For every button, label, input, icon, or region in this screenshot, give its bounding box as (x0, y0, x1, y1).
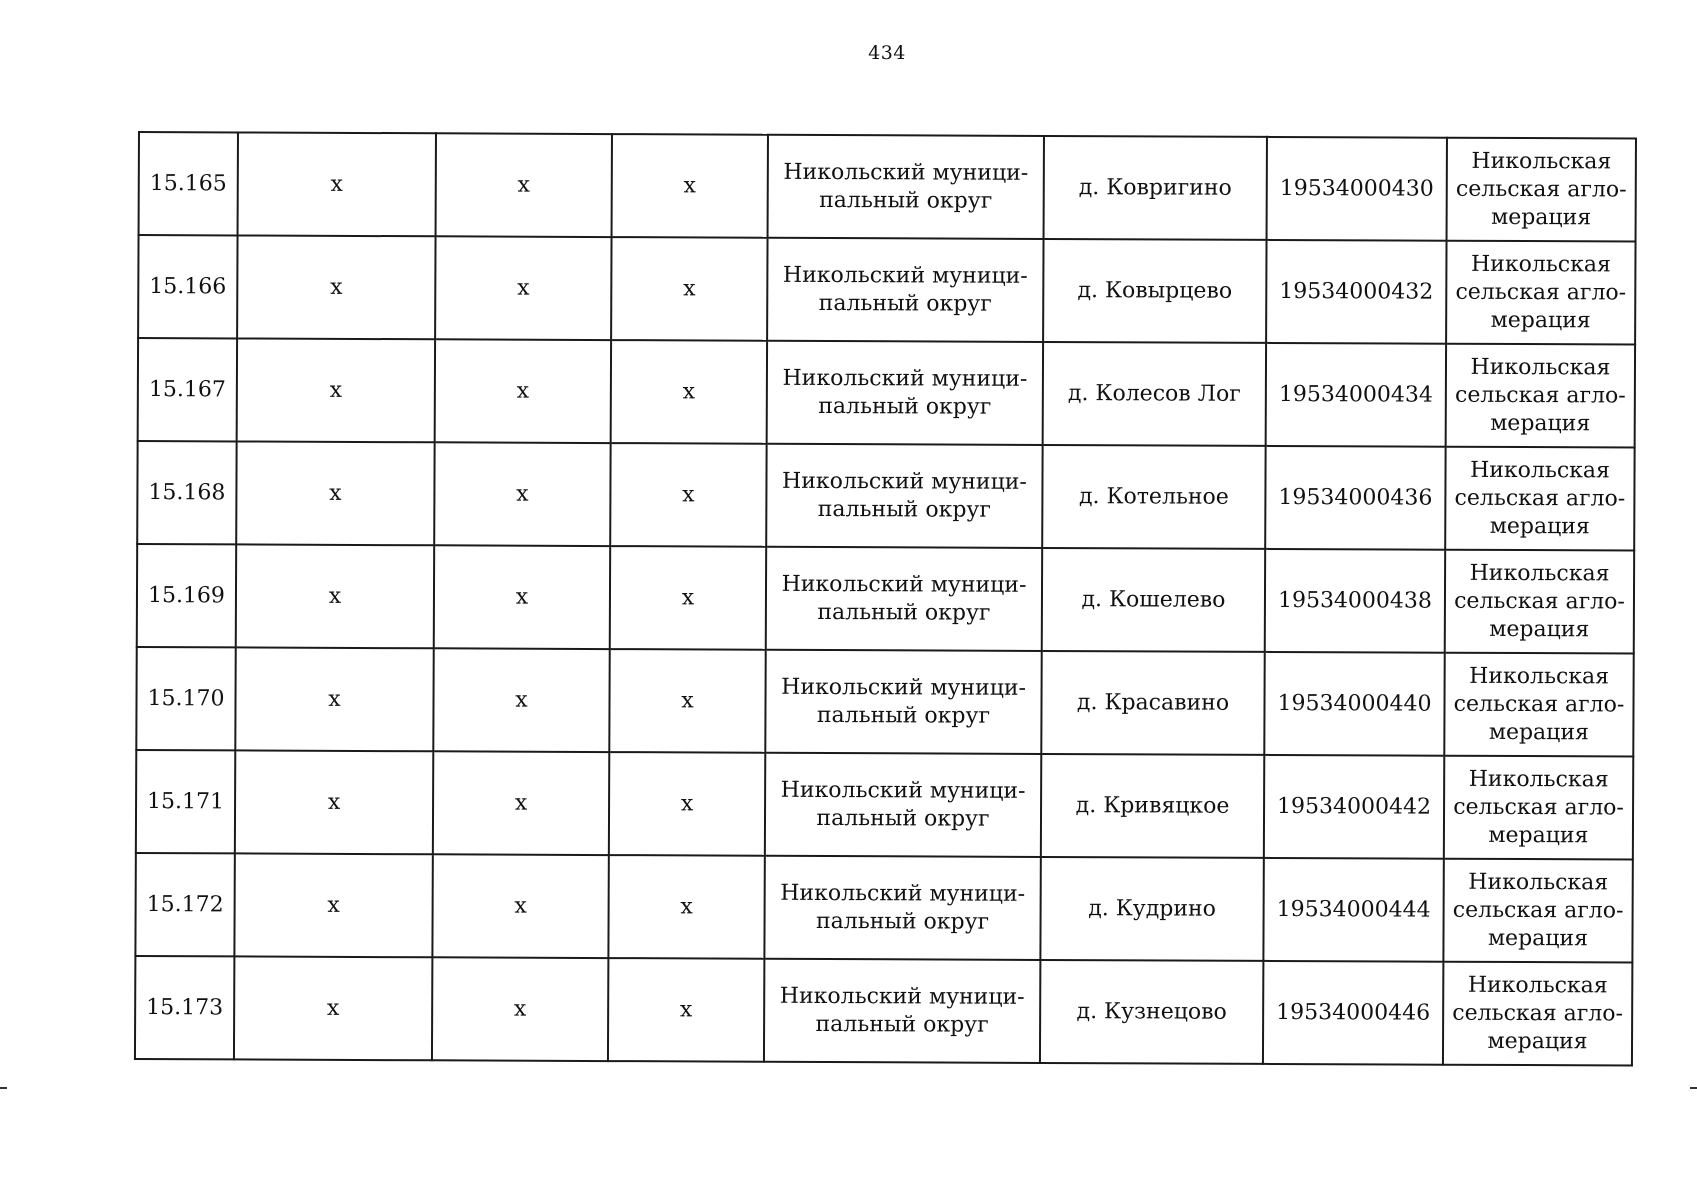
registry-table-container (134, 131, 1635, 1067)
agglomeration-cell: Никольская сельская агло- мерация (1444, 653, 1633, 757)
row-number-cell: 15.167 (138, 338, 237, 441)
row-number-cell: 15.172 (135, 853, 234, 956)
row-number-cell: 15.165 (139, 132, 238, 235)
agglomeration-cell: Никольская сельская агло- мерация (1444, 756, 1633, 860)
mark-cell: x (610, 443, 766, 547)
mark-cell: x (234, 956, 432, 1060)
table-row (135, 853, 1632, 963)
registry-table (134, 131, 1637, 1067)
district-cell: Никольский муници- пальный округ (765, 753, 1041, 857)
row-number-cell: 15.166 (138, 235, 237, 338)
table-row (137, 441, 1634, 551)
table-row (137, 544, 1634, 654)
oktmo-code-cell: 19534000446 (1263, 961, 1443, 1065)
agglomeration-cell: Никольская сельская агло- мерация (1446, 241, 1635, 345)
agglomeration-cell: Никольская сельская агло- мерация (1443, 962, 1632, 1066)
row-number-cell: 15.169 (137, 544, 236, 647)
settlement-cell: д. Котельное (1042, 445, 1265, 549)
row-number-cell: 15.173 (135, 956, 234, 1059)
table-row (139, 132, 1636, 242)
mark-cell: x (434, 545, 610, 649)
mark-cell: x (238, 132, 436, 236)
settlement-cell: д. Ковырцево (1043, 239, 1266, 343)
table-row (138, 338, 1635, 448)
district-cell: Никольский муници- пальный округ (767, 341, 1043, 445)
oktmo-code-cell: 19534000442 (1264, 755, 1444, 859)
oktmo-code-cell: 19534000430 (1267, 137, 1447, 241)
table-row (138, 235, 1635, 345)
district-cell: Никольский муници- пальный округ (767, 238, 1043, 342)
mark-cell: x (433, 751, 609, 855)
mark-cell: x (435, 339, 611, 443)
mark-cell: x (435, 236, 611, 340)
mark-cell: x (436, 133, 612, 237)
oktmo-code-cell: 19534000444 (1263, 858, 1443, 962)
settlement-cell: д. Красавино (1041, 651, 1264, 755)
table-row (135, 956, 1632, 1066)
row-number-cell: 15.171 (136, 750, 235, 853)
settlement-cell: д. Кошелево (1042, 548, 1265, 652)
mark-cell: x (234, 853, 432, 957)
district-cell: Никольский муници- пальный округ (764, 959, 1040, 1063)
mark-cell: x (432, 957, 608, 1061)
settlement-cell: д. Кудрино (1040, 857, 1263, 961)
agglomeration-cell: Никольская сельская агло- мерация (1445, 447, 1634, 551)
mark-cell: x (434, 442, 610, 546)
agglomeration-cell: Никольская сельская агло- мерация (1447, 138, 1636, 242)
mark-cell: x (433, 648, 609, 752)
settlement-cell: д. Колесов Лог (1043, 342, 1266, 446)
page-number: 434 (868, 42, 906, 64)
mark-cell: x (608, 855, 764, 959)
mark-cell: x (610, 546, 766, 650)
mark-cell: x (608, 958, 764, 1062)
mark-cell: x (235, 750, 433, 854)
oktmo-code-cell: 19534000436 (1265, 446, 1445, 550)
mark-cell: x (236, 544, 434, 648)
district-cell: Никольский муници- пальный округ (766, 444, 1042, 548)
agglomeration-cell: Никольская сельская агло- мерация (1443, 859, 1632, 963)
district-cell: Никольский муници- пальный округ (765, 650, 1041, 754)
mark-cell: x (609, 752, 765, 856)
mark-cell: x (235, 647, 433, 751)
settlement-cell: д. Кузнецово (1040, 960, 1263, 1064)
table-row (136, 647, 1633, 757)
mark-cell: x (237, 338, 435, 442)
settlement-cell: д. Ковригино (1044, 136, 1267, 240)
settlement-cell: д. Кривяцкое (1041, 754, 1264, 858)
oktmo-code-cell: 19534000440 (1264, 652, 1444, 756)
left-edge-mark (0, 1087, 7, 1089)
row-number-cell: 15.168 (137, 441, 236, 544)
row-number-cell: 15.170 (136, 647, 235, 750)
mark-cell: x (612, 134, 768, 238)
district-cell: Никольский муници- пальный округ (768, 135, 1044, 239)
mark-cell: x (236, 441, 434, 545)
mark-cell: x (432, 854, 608, 958)
table-row (136, 750, 1633, 860)
agglomeration-cell: Никольская сельская агло- мерация (1445, 550, 1634, 654)
mark-cell: x (237, 235, 435, 339)
mark-cell: x (611, 340, 767, 444)
district-cell: Никольский муници- пальный округ (764, 856, 1040, 960)
registry-table-body (135, 132, 1636, 1066)
oktmo-code-cell: 19534000434 (1266, 343, 1446, 447)
right-edge-mark (1690, 1087, 1697, 1089)
mark-cell: x (609, 649, 765, 753)
mark-cell: x (611, 237, 767, 341)
oktmo-code-cell: 19534000432 (1266, 240, 1446, 344)
district-cell: Никольский муници- пальный округ (766, 547, 1042, 651)
oktmo-code-cell: 19534000438 (1265, 549, 1445, 653)
agglomeration-cell: Никольская сельская агло- мерация (1446, 344, 1635, 448)
